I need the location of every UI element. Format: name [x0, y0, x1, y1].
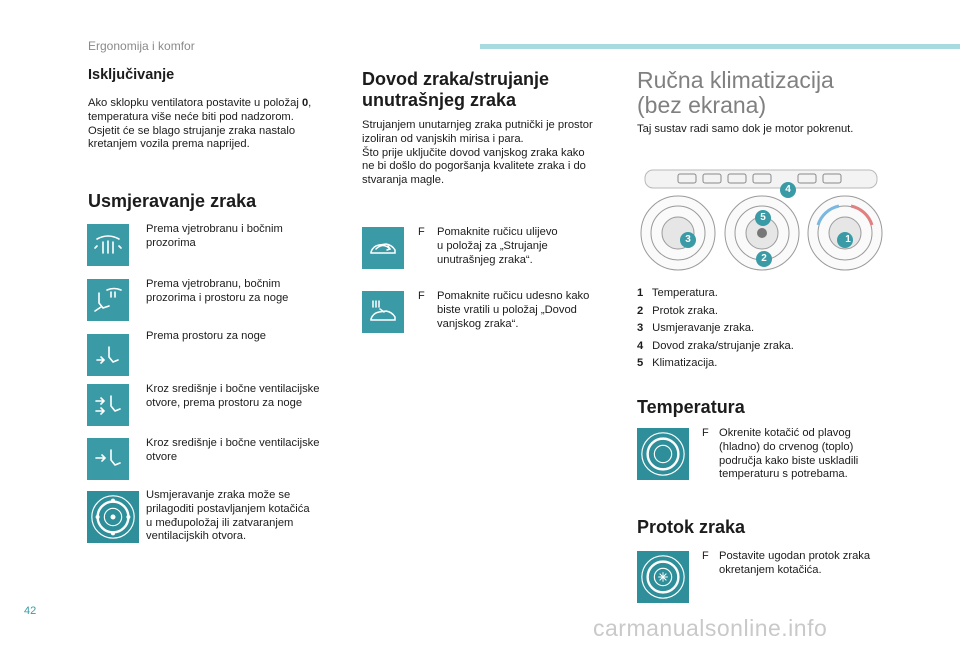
item-text: Kroz središnje i bočne ventilacijske otvore, prema prostoru za noge — [146, 383, 320, 409]
off-title: Isključivanje — [88, 67, 175, 83]
callout-5: 5 — [760, 212, 766, 223]
temperature-title: Temperatura — [637, 397, 745, 417]
airflow-text: Postavite ugodan protok zraka okretanjem kotačića. — [719, 550, 871, 576]
temperature-text: Okrenite kotačić od plavog (hladno) do crvenog (toplo) područja kako biste uskladili temperaturu s potrebama. — [719, 427, 859, 481]
recirculation-icon — [362, 227, 404, 269]
accent-bar — [480, 44, 960, 49]
watermark: carmanualsonline.info — [593, 615, 828, 641]
vents-icon — [87, 438, 129, 480]
callout-2: 2 — [761, 253, 767, 264]
distribution-title: Usmjeravanje zraka — [88, 191, 257, 211]
bullet-text: Pomaknite ručicu udesno kako biste vratili u položaj „Dovod vanjskog zraka“. — [437, 290, 590, 330]
manual-ac-title: Ručna klimatizacija (bez ekrana) — [637, 67, 834, 118]
callout-4: 4 — [785, 184, 791, 195]
recirculation-title: Dovod zraka/strujanje unutrašnjeg zraka — [362, 69, 550, 110]
off-text: Ako sklopku ventilatora postavite u položaj 0, temperatura više neće biti pod nadzorom. Osjetit će se blago strujanje zraka nastalo kretanjem vozila prema naprijed. — [88, 97, 312, 151]
bullet-mark: F — [418, 226, 425, 238]
feet-icon — [87, 334, 129, 376]
airflow-title: Protok zraka — [637, 517, 746, 537]
item-text: Prema vjetrobranu, bočnim prozorima i prostoru za noge — [146, 278, 289, 304]
airflow-dial-icon — [637, 551, 689, 603]
section-label: Ergonomija i komfor — [88, 39, 195, 53]
temperature-dial-icon — [637, 428, 689, 480]
item-text: Usmjeravanje zraka može se prilagoditi postavljanjem kotačića u međupoložaj ili zatvaranjem ventilacijskih otvora. — [146, 489, 310, 543]
item-text: Prema vjetrobranu i bočnim prozorima — [146, 223, 283, 249]
callout-3: 3 — [685, 234, 691, 245]
recirculation-text: Strujanjem unutarnjeg zraka putnički je prostor izoliran od vanjskih mirisa i para. Što prije uključite dovod vanjskog zraka kako ne bi došlo do pogoršanja kvalitete zraka i do stvaranja magle. — [362, 119, 593, 187]
bullet-mark: F — [702, 427, 709, 439]
windscreen-side-feet-icon — [87, 279, 129, 321]
page-number: 42 — [24, 605, 37, 617]
windscreen-side-icon — [87, 224, 129, 266]
item-text: Prema prostoru za noge — [146, 330, 267, 342]
bullet-mark: F — [702, 550, 709, 562]
distribution-dial-icon — [87, 491, 139, 543]
legend-list: 1 Temperatura. 2 Protok zraka. 3 Usmjeravanje zraka. 4 Dovod zraka/strujanje zraka. 5 Klimatizacija. — [637, 287, 794, 369]
vents-feet-icon — [87, 384, 129, 426]
callout-1: 1 — [845, 234, 851, 245]
fresh-air-icon — [362, 291, 404, 333]
bullet-mark: F — [418, 290, 425, 302]
item-text: Kroz središnje i bočne ventilacijske otvore — [146, 437, 320, 463]
manual-ac-intro: Taj sustav radi samo dok je motor pokrenut. — [637, 123, 854, 135]
bullet-text: Pomaknite ručicu ulijevo u položaj za „Strujanje unutrašnjeg zraka“. — [437, 226, 558, 266]
